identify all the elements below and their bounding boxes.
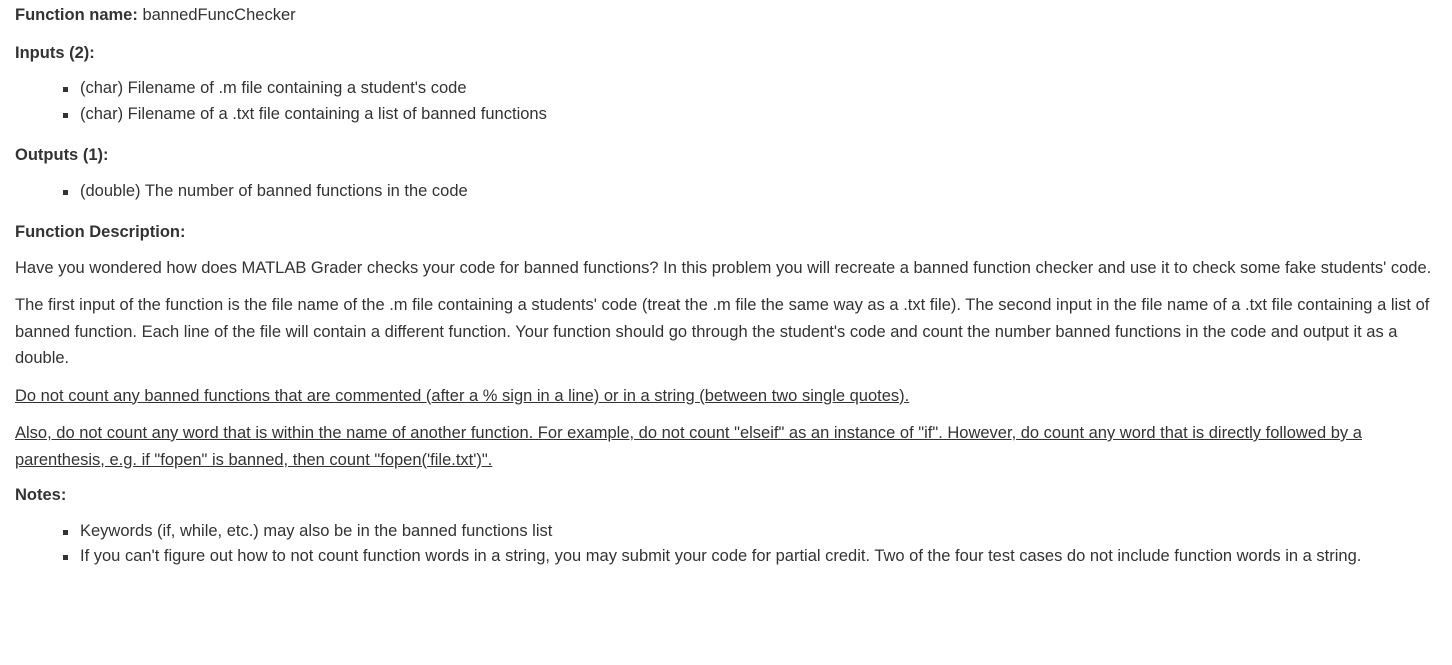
outputs-label: Outputs (1): (15, 146, 109, 164)
description-rule-comments: Do not count any banned functions that are commented (after a % sign in a line) or in a string (between two single quotes). (15, 386, 910, 405)
list-item-note-1: Keywords (if, while, etc.) may also be in the banned functions list (80, 519, 1438, 545)
list-item-note-2: If you can't figure out how to not count function words in a string, you may submit your code for partial credit. Two of the four test cases do not include function words in a string. (80, 544, 1438, 570)
description-paragraph-1: Have you wondered how does MATLAB Grader checks your code for banned functions? In this problem you will recreate a banned function checker and use it to check some fake students' code. (15, 258, 1432, 277)
description-paragraph-2: The first input of the function is the file name of the .m file containing a students' code (treat the .m file the same way as a .txt file). The second input in the file name of a .txt file containing a list of banned function. Each line of the file will contain a different function. Your function should go through the student's code and count the number banned functions in the code and output it as a double. (15, 296, 1430, 367)
outputs-list (15, 179, 1438, 205)
notes-label: Notes: (15, 486, 67, 504)
description-label: Function Description: (15, 223, 186, 241)
list-item-input-2: (char) Filename of a .txt file containing a list of banned functions (80, 102, 1438, 128)
function-name-value: bannedFuncChecker (142, 6, 296, 24)
function-name-row (15, 2, 1438, 29)
list-item-output-1: (double) The number of banned functions in the code (80, 179, 1438, 205)
inputs-heading (15, 40, 1438, 67)
notes-heading (15, 482, 1438, 509)
list-item-input-1: (char) Filename of .m file containing a student's code (80, 76, 1438, 102)
function-name-label: Function name: (15, 6, 138, 24)
inputs-list (15, 76, 1438, 127)
inputs-label: Inputs (2): (15, 43, 95, 62)
description-rule-substrings: Also, do not count any word that is within the name of another function. For example, do not count "elseif" as an instance of "if". However, do count any word that is directly followed by a parenthesis, e.g. if "fopen" is banned, then count "fopen('file.txt')". (15, 424, 1362, 469)
outputs-heading (15, 142, 1438, 169)
notes-list (15, 519, 1438, 570)
description-heading (15, 219, 1438, 246)
